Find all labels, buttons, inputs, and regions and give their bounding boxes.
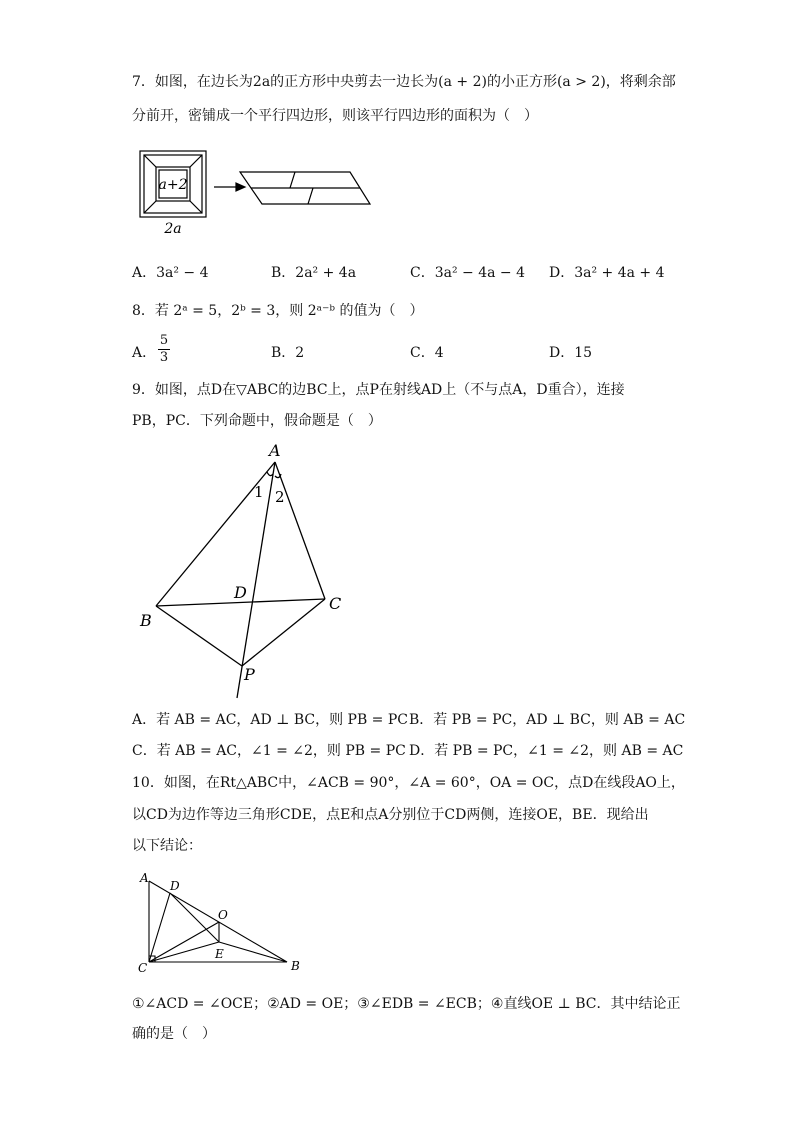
q8-stem: 8．若 2ᵃ = 5，2ᵇ = 3，则 2ᵃ⁻ᵇ 的值为（ ）	[132, 303, 424, 319]
q9-stem-line2: PB，PC．下列命题中，假命题是（ ）	[132, 413, 382, 429]
q9-option-b[interactable]: B．若 PB = PC，AD ⊥ BC，则 AB = AC	[409, 712, 686, 728]
q7-stem-line2: 分前开，密铺成一个平行四边形，则该平行四边形的面积为（ ）	[132, 108, 538, 124]
q7-option-b[interactable]: B．2a² + 4a	[271, 265, 357, 281]
label-e: E	[215, 947, 224, 961]
segment-pb	[156, 606, 242, 666]
label-angle-2: 2	[275, 488, 285, 506]
label-d: D	[234, 583, 247, 602]
q9-option-a[interactable]: A．若 AB = AC，AD ⊥ BC，则 PB = PC	[132, 712, 408, 728]
q10-stem-line5: 确的是（ ）	[132, 1026, 216, 1042]
segment-ac	[275, 462, 325, 599]
parallelogram	[240, 172, 370, 204]
q7-option-c[interactable]: C．3a² − 4a − 4	[410, 265, 526, 281]
segment-ce	[149, 942, 219, 962]
q10-conclusions: ①∠ACD = ∠OCE；②AD = OE；③∠EDB = ∠ECB；④直线OE ⊥ BC．其中结论正	[132, 996, 681, 1012]
q8-option-a-fraction	[158, 333, 170, 366]
label-o: O	[218, 908, 228, 922]
label-a: A	[269, 441, 281, 460]
q10-stem-line2: 以CD为边作等边三角形CDE，点E和点A分别位于CD两侧，连接OE，BE．现给出	[132, 807, 649, 823]
q8-option-b[interactable]: B．2	[271, 345, 305, 361]
q9-figure	[130, 440, 370, 700]
q7-option-d[interactable]: D．3a² + 4a + 4	[549, 265, 665, 281]
label-angle-1: 1	[254, 483, 264, 501]
label-b: B	[291, 959, 300, 973]
q10-stem-line3: 以下结论：	[132, 838, 202, 854]
q9-stem-line1: 9．如图，点D在▽ABC的边BC上，点P在射线AD上（不与点A，D重合），连接	[132, 382, 625, 398]
q8-option-d[interactable]: D．15	[549, 345, 593, 361]
label-a: A	[140, 871, 149, 885]
q9-option-d[interactable]: D．若 PB = PC，∠1 = ∠2，则 AB = AC	[409, 743, 684, 759]
label-c: C	[138, 961, 148, 975]
label-p: P	[244, 665, 255, 684]
q8-option-c[interactable]: C．4	[410, 345, 444, 361]
fraction-denominator: 3	[159, 350, 169, 365]
q9-option-c[interactable]: C．若 AB = AC，∠1 = ∠2，则 PB = PC	[132, 743, 406, 759]
q10-figure	[135, 868, 315, 978]
segment-pc	[242, 599, 325, 666]
q7-stem-line1: 7．如图，在边长为2a的正方形中央剪去一边长为(a + 2)的小正方形(a > 2)，将剩余部	[132, 74, 676, 90]
label-b: B	[140, 611, 152, 630]
fraction-numerator: 5	[159, 333, 169, 348]
q7-option-a[interactable]: A．3a² − 4	[132, 265, 209, 281]
q10-stem-line1: 10．如图，在Rt△ABC中，∠ACB = 90°，∠A = 60°，OA = OC，点D在线段AO上，	[132, 775, 685, 791]
q7-figure	[130, 145, 390, 245]
label-d: D	[170, 879, 180, 893]
segment-eb	[219, 942, 287, 962]
angle-1-arc	[267, 472, 273, 476]
inner-square-label: a+2	[158, 177, 188, 193]
label-c: C	[329, 594, 342, 613]
q8-option-a-prefix: A．	[132, 345, 157, 361]
arrow-icon	[214, 183, 245, 191]
outer-square-label: 2a	[164, 221, 182, 237]
